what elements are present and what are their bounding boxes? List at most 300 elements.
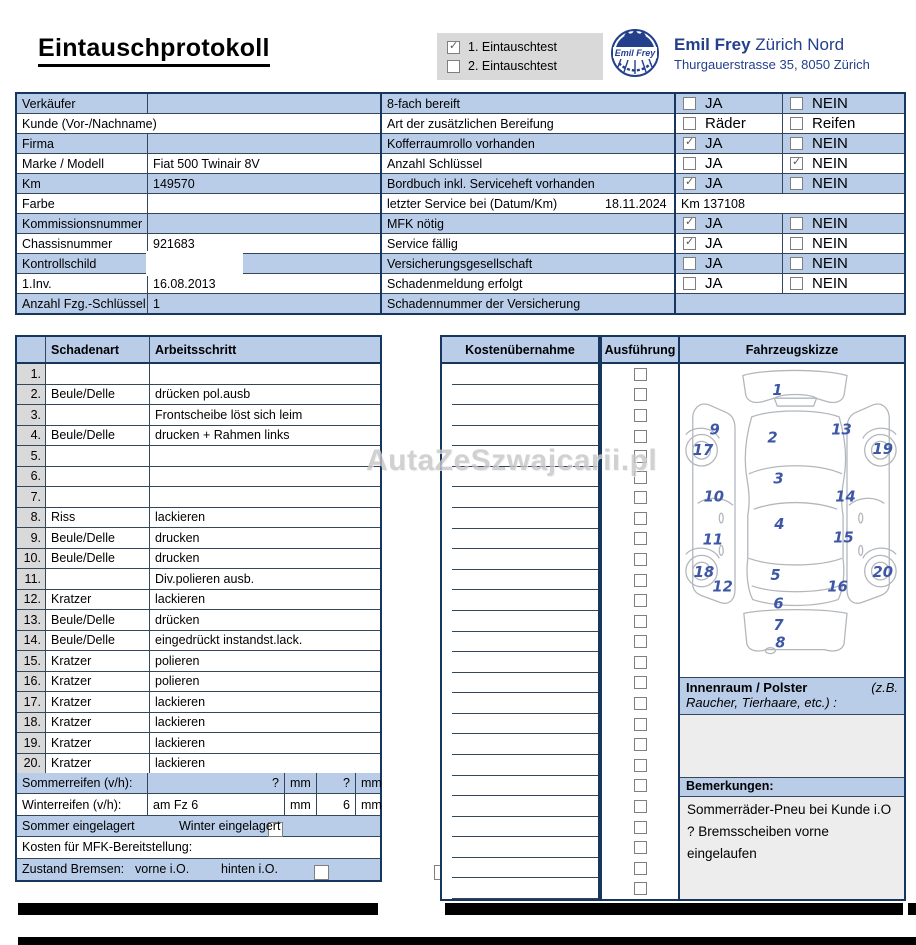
- ausfuehrung-row: [602, 364, 678, 385]
- no-option-cell: [783, 114, 904, 133]
- arbeitsschritt-header: Arbeitsschritt: [155, 342, 237, 357]
- schadenart-cell[interactable]: [46, 487, 150, 507]
- option-label: JA: [705, 255, 723, 272]
- nein-checkbox[interactable]: [790, 157, 803, 170]
- sommerreifen-rear-unit: mm: [361, 776, 382, 791]
- nein-checkbox[interactable]: [790, 237, 803, 250]
- arbeitsschritt-cell[interactable]: [150, 487, 380, 507]
- field-value[interactable]: [148, 194, 380, 213]
- arbeitsschritt-cell[interactable]: lackieren: [155, 756, 206, 771]
- ausfuehrung-checkbox[interactable]: [634, 635, 647, 648]
- equip-row: [382, 274, 674, 294]
- bremsen-row: [17, 859, 380, 880]
- kosten-row[interactable]: [442, 755, 598, 776]
- row-number: 6.: [17, 467, 46, 487]
- logo-text: [674, 28, 870, 72]
- damage-row: [17, 692, 380, 713]
- field-label: Kontrollschild: [17, 254, 148, 273]
- info-row: [17, 274, 380, 294]
- number-column-header: [17, 337, 46, 362]
- kosten-row[interactable]: [442, 652, 598, 673]
- ausfuehrung-row: [602, 837, 678, 858]
- sketch-number: 4: [774, 515, 785, 533]
- sommerreifen-label: Sommerreifen (v/h):: [17, 773, 148, 793]
- sketch-number: 15: [833, 529, 854, 547]
- kosten-row[interactable]: [442, 467, 598, 488]
- nein-checkbox[interactable]: [790, 137, 803, 150]
- kosten-row[interactable]: [442, 693, 598, 714]
- arbeitsschritt-cell[interactable]: Frontscheibe löst sich leim: [155, 407, 303, 422]
- field-value[interactable]: [148, 114, 380, 133]
- option-label: Räder: [705, 115, 746, 132]
- kosten-row[interactable]: [442, 611, 598, 632]
- ausfuehrung-checkbox[interactable]: [634, 574, 647, 587]
- ausfuehrung-checkbox[interactable]: [634, 471, 647, 484]
- kosten-row[interactable]: [442, 632, 598, 653]
- equip-row: [382, 134, 674, 154]
- field-label: Kunde (Vor-/Nachname): [22, 116, 157, 131]
- equip-label: Art der zusätzlichen Bereifung: [387, 116, 554, 131]
- ausfuehrung-checkbox[interactable]: [634, 738, 647, 751]
- row-number: 11.: [17, 569, 46, 589]
- sketch-number: 11: [702, 531, 724, 549]
- bremsen-label: Zustand Bremsen:: [22, 862, 125, 877]
- kosten-row[interactable]: [442, 549, 598, 570]
- sketch-number: 17: [692, 442, 714, 460]
- equip-row: [382, 214, 674, 234]
- sommer-eingelagert-label: Sommer eingelagert: [22, 819, 135, 834]
- kosten-row[interactable]: [442, 385, 598, 406]
- option-label: NEIN: [812, 255, 848, 272]
- mfk-kosten-row: [17, 837, 380, 858]
- option-label: JA: [705, 175, 723, 192]
- row-number: 3.: [17, 405, 46, 425]
- sketch-number: 6: [773, 595, 784, 613]
- no-option-cell: [783, 154, 904, 173]
- no-option-cell: [783, 214, 904, 233]
- equip-label: Anzahl Schlüssel: [387, 156, 483, 171]
- arbeitsschritt-cell[interactable]: [150, 467, 380, 487]
- ausfuehrung-row: [602, 632, 678, 653]
- mfk-kosten-label: Kosten für MFK-Bereitstellung:: [22, 840, 193, 855]
- row-number: 5.: [17, 446, 46, 466]
- row-number: 16.: [17, 672, 46, 692]
- damage-row: [17, 549, 380, 570]
- schadenart-cell[interactable]: Kratzer: [46, 672, 150, 692]
- field-label: Marke / Modell: [17, 154, 148, 173]
- arbeitsschritt-cell[interactable]: drucken + Rahmen links: [155, 428, 290, 443]
- schadenart-cell[interactable]: Kratzer: [46, 692, 150, 712]
- no-option-cell: [783, 274, 904, 293]
- no-option-cell: [783, 254, 904, 273]
- equip-row: [382, 114, 674, 134]
- option-label: JA: [705, 215, 723, 232]
- no-option-cell: [783, 174, 904, 193]
- field-label: Verkäufer: [17, 94, 148, 113]
- yes-option-cell: [676, 134, 783, 153]
- option-label: JA: [705, 275, 723, 292]
- schadenart-cell[interactable]: Riss: [46, 508, 150, 528]
- innenraum-header: [680, 678, 904, 715]
- ausfuehrung-checkbox[interactable]: [634, 512, 647, 525]
- yes-no-table: [676, 92, 906, 315]
- ausfuehrung-row: [602, 673, 678, 694]
- equipment-table: [382, 92, 676, 315]
- ausfuehrung-checkbox[interactable]: [634, 532, 647, 545]
- row-number: 7.: [17, 487, 46, 507]
- equip-label: letzter Service bei (Datum/Km): [387, 196, 558, 211]
- redaction-bar-left: [18, 903, 378, 915]
- damage-row: [17, 467, 380, 488]
- schadenart-cell[interactable]: Beule/Delle: [46, 549, 150, 569]
- schadenart-cell[interactable]: Kratzer: [46, 754, 150, 774]
- arbeitsschritt-cell[interactable]: [150, 446, 380, 466]
- raeder-checkbox[interactable]: [683, 117, 696, 130]
- arbeitsschritt-cell[interactable]: lackieren: [155, 735, 206, 750]
- ausfuehrung-checkbox[interactable]: [634, 553, 647, 566]
- fahrzeugskizze-header: Fahrzeugskizze: [680, 337, 904, 364]
- ja-checkbox[interactable]: [683, 137, 696, 150]
- test-2-row: [447, 59, 603, 73]
- schadenart-cell[interactable]: Beule/Delle: [46, 610, 150, 630]
- winterreifen-row: [17, 794, 380, 815]
- row-number: 13.: [17, 610, 46, 630]
- kosten-row[interactable]: [442, 590, 598, 611]
- innenraum-notes-area[interactable]: [680, 715, 904, 778]
- ausfuehrung-row: [602, 817, 678, 838]
- info-row: [17, 94, 380, 114]
- arbeitsschritt-cell[interactable]: polieren: [155, 674, 200, 689]
- bemerkungen-text[interactable]: Sommerräder-Pneu bei Kunde i.O ? Bremsscheiben vorne eingelaufen: [680, 797, 904, 899]
- option-label: NEIN: [812, 215, 848, 232]
- ausfuehrung-row: [602, 796, 678, 817]
- equip-row: [382, 154, 674, 174]
- damage-row: [17, 754, 380, 774]
- damage-row: [17, 528, 380, 549]
- field-label: 1.Inv.: [17, 274, 148, 293]
- sketch-number: 18: [693, 563, 715, 581]
- schadenart-cell[interactable]: Beule/Delle: [46, 631, 150, 651]
- arbeitsschritt-cell[interactable]: lackieren: [155, 510, 206, 525]
- ja-checkbox[interactable]: [683, 237, 696, 250]
- field-label: Km: [17, 174, 148, 193]
- yes-option-cell: [676, 154, 783, 173]
- test-1-checkbox[interactable]: [447, 41, 460, 54]
- nein-checkbox[interactable]: [790, 177, 803, 190]
- schadenart-cell[interactable]: [46, 446, 150, 466]
- info-row: [17, 214, 380, 234]
- sketch-number: 19: [872, 441, 894, 459]
- winterreifen-note[interactable]: am Fz 6: [148, 794, 285, 814]
- ausfuehrung-row: [602, 446, 678, 467]
- yesno-row: [676, 154, 904, 174]
- ausfuehrung-row: [602, 487, 678, 508]
- empty-cell: [676, 294, 904, 313]
- schadenart-cell[interactable]: Kratzer: [46, 590, 150, 610]
- storage-cell: [17, 816, 380, 836]
- schadenart-cell[interactable]: Kratzer: [46, 713, 150, 733]
- option-label: Reifen: [812, 115, 856, 132]
- arbeitsschritt-cell[interactable]: lackieren: [155, 694, 206, 709]
- service-date-value[interactable]: 18.11.2024: [605, 196, 667, 211]
- brand-region: Zürich Nord: [755, 35, 845, 54]
- schadenart-cell[interactable]: Kratzer: [46, 651, 150, 671]
- winter-eingelagert-label: Winter eingelagert: [179, 819, 281, 834]
- ausfuehrung-checkbox[interactable]: [634, 430, 647, 443]
- sketch-number: 10: [703, 488, 725, 506]
- ausfuehrung-checkbox[interactable]: [634, 594, 647, 607]
- reifen-checkbox[interactable]: [790, 117, 803, 130]
- row-number: 18.: [17, 713, 46, 733]
- info-row: [17, 154, 380, 174]
- kosten-row[interactable]: [442, 570, 598, 591]
- schadenart-cell[interactable]: Beule/Delle: [46, 528, 150, 548]
- option-label: NEIN: [812, 275, 848, 292]
- sketch-number: 9: [709, 421, 720, 439]
- schadenart-header: Schadenart: [46, 337, 150, 362]
- field-value[interactable]: 1: [153, 296, 160, 311]
- kosten-row[interactable]: [442, 405, 598, 426]
- sommerreifen-rear-value[interactable]: ?: [317, 773, 356, 793]
- option-label: JA: [705, 135, 723, 152]
- kosten-row[interactable]: [442, 878, 598, 899]
- damage-row: [17, 426, 380, 447]
- storage-row: [17, 816, 380, 837]
- damage-row: [17, 569, 380, 590]
- equip-label: Versicherungsgesellschaft: [387, 256, 533, 271]
- yesno-row: [676, 134, 904, 154]
- ausfuehrung-header: Ausführung: [602, 337, 678, 364]
- vehicle-info-table: [15, 92, 382, 315]
- test-2-checkbox[interactable]: [447, 60, 460, 73]
- emil-frey-emblem: [610, 28, 660, 78]
- test-1-label: 1. Eintauschtest: [468, 40, 557, 54]
- ausfuehrung-column: [600, 335, 680, 901]
- kosten-row[interactable]: [442, 734, 598, 755]
- kosten-row[interactable]: [442, 714, 598, 735]
- arbeitsschritt-cell[interactable]: lackieren: [155, 715, 206, 730]
- field-value[interactable]: [148, 134, 380, 153]
- arbeitsschritt-cell[interactable]: eingedrückt instandst.lack.: [155, 633, 303, 648]
- ausfuehrung-row: [602, 570, 678, 591]
- innenraum-hint-2: Raucher, Tierhaare, etc.) :: [686, 695, 837, 710]
- row-number: 1.: [17, 364, 46, 384]
- schadenart-cell[interactable]: Beule/Delle: [46, 426, 150, 446]
- kosten-row[interactable]: [442, 796, 598, 817]
- ja-checkbox[interactable]: [683, 157, 696, 170]
- ausfuehrung-row: [602, 776, 678, 797]
- bremsen-hinten-label: hinten i.O.: [221, 862, 278, 877]
- damage-row: [17, 651, 380, 672]
- nein-checkbox[interactable]: [790, 217, 803, 230]
- damage-row: [17, 508, 380, 529]
- ausfuehrung-checkbox[interactable]: [634, 615, 647, 628]
- schadenart-cell[interactable]: Beule/Delle: [46, 385, 150, 405]
- damage-row: [17, 385, 380, 406]
- nein-checkbox[interactable]: [790, 97, 803, 110]
- winterreifen-rear-value[interactable]: 6: [317, 794, 356, 814]
- equip-label: Bordbuch inkl. Serviceheft vorhanden: [387, 176, 595, 191]
- ausfuehrung-row: [602, 652, 678, 673]
- ausfuehrung-row: [602, 426, 678, 447]
- kosten-row[interactable]: [442, 529, 598, 550]
- ja-checkbox[interactable]: [683, 177, 696, 190]
- kosten-row[interactable]: [442, 837, 598, 858]
- page-title: Eintauschprotokoll: [38, 34, 270, 67]
- ausfuehrung-checkbox[interactable]: [634, 821, 647, 834]
- ausfuehrung-row: [602, 590, 678, 611]
- kosten-row[interactable]: [442, 673, 598, 694]
- field-value[interactable]: Fiat 500 Twinair 8V: [153, 156, 260, 171]
- row-number: 10.: [17, 549, 46, 569]
- field-value[interactable]: [148, 214, 380, 233]
- equip-label: Service fällig: [387, 236, 458, 251]
- ausfuehrung-checkbox[interactable]: [634, 409, 647, 422]
- damage-row: [17, 610, 380, 631]
- yesno-row: [676, 174, 904, 194]
- damage-table: [15, 335, 382, 882]
- yesno-row: [676, 194, 904, 214]
- kosten-row[interactable]: [442, 817, 598, 838]
- row-number: 8.: [17, 508, 46, 528]
- damage-row: [17, 405, 380, 426]
- test-selector: [437, 33, 603, 80]
- arbeitsschritt-cell[interactable]: drucken: [155, 551, 200, 566]
- row-number: 2.: [17, 385, 46, 405]
- arbeitsschritt-cell[interactable]: drucken: [155, 530, 200, 545]
- test-1-row: [447, 40, 603, 54]
- ausfuehrung-checkbox[interactable]: [634, 841, 647, 854]
- damage-row: [17, 590, 380, 611]
- nein-checkbox[interactable]: [790, 277, 803, 290]
- sketch-number: 13: [831, 421, 852, 439]
- ja-checkbox[interactable]: [683, 97, 696, 110]
- yes-option-cell: [676, 274, 783, 293]
- kosten-row[interactable]: [442, 487, 598, 508]
- option-label: NEIN: [812, 135, 848, 152]
- info-row: [17, 134, 380, 154]
- kosten-row[interactable]: [442, 776, 598, 797]
- ja-checkbox[interactable]: [683, 217, 696, 230]
- arbeitsschritt-cell[interactable]: polieren: [155, 653, 200, 668]
- ausfuehrung-row: [602, 611, 678, 632]
- ausfuehrung-row: [602, 385, 678, 406]
- equip-row: [382, 254, 674, 274]
- sommerreifen-front-unit: mm: [285, 773, 317, 793]
- test-2-label: 2. Eintauschtest: [468, 59, 557, 73]
- yes-option-cell: [676, 234, 783, 253]
- damage-table-header: [17, 337, 380, 364]
- ausfuehrung-checkbox[interactable]: [634, 676, 647, 689]
- innenraum-hint-1: (z.B.: [871, 680, 898, 695]
- vehicle-sketch: [680, 364, 904, 678]
- yesno-row: [676, 94, 904, 114]
- kostenuebernahme-column: [440, 335, 600, 901]
- km-note: Km 137108: [681, 196, 745, 211]
- yes-option-cell: [676, 94, 783, 113]
- ausfuehrung-checkbox[interactable]: [634, 388, 647, 401]
- damage-row: [17, 446, 380, 467]
- redaction-bar-bottom: [18, 937, 916, 945]
- sketch-number: 16: [827, 578, 848, 596]
- row-number: 4.: [17, 426, 46, 446]
- ausfuehrung-checkbox[interactable]: [634, 862, 647, 875]
- info-row: [17, 194, 380, 214]
- bremsen-vorne-checkbox[interactable]: [314, 865, 329, 880]
- damage-row: [17, 364, 380, 385]
- arbeitsschritt-cell[interactable]: Div.polieren ausb.: [155, 571, 255, 586]
- no-option-cell: [783, 94, 904, 113]
- ausfuehrung-row: [602, 549, 678, 570]
- ausfuehrung-row: [602, 405, 678, 426]
- arbeitsschritt-cell[interactable]: [150, 364, 380, 384]
- arbeitsschritt-cell[interactable]: lackieren: [155, 592, 206, 607]
- yes-option-cell: [676, 114, 783, 133]
- option-label: JA: [705, 155, 723, 172]
- kosten-row[interactable]: [442, 446, 598, 467]
- kosten-row[interactable]: [442, 426, 598, 447]
- arbeitsschritt-cell[interactable]: drücken: [155, 612, 200, 627]
- option-label: NEIN: [812, 235, 848, 252]
- nein-checkbox[interactable]: [790, 257, 803, 270]
- damage-row: [17, 733, 380, 754]
- kosten-row[interactable]: [442, 364, 598, 385]
- yesno-row: [676, 294, 904, 313]
- no-option-cell: [783, 234, 904, 253]
- option-label: JA: [705, 235, 723, 252]
- no-option-cell: [783, 134, 904, 153]
- sommerreifen-front-value[interactable]: ?: [148, 773, 285, 793]
- schadenart-cell[interactable]: [46, 569, 150, 589]
- schadenart-cell[interactable]: [46, 364, 150, 384]
- kosten-row[interactable]: [442, 858, 598, 879]
- ausfuehrung-checkbox[interactable]: [634, 656, 647, 669]
- row-number: 15.: [17, 651, 46, 671]
- sketch-number: 1: [772, 382, 783, 400]
- ausfuehrung-checkbox[interactable]: [634, 800, 647, 813]
- field-value[interactable]: 921683: [153, 236, 195, 251]
- row-number: 12.: [17, 590, 46, 610]
- row-number: 19.: [17, 733, 46, 753]
- equip-label: MFK nötig: [387, 216, 444, 231]
- schadenart-cell[interactable]: [46, 405, 150, 425]
- ausfuehrung-checkbox[interactable]: [634, 718, 647, 731]
- equip-row: [382, 294, 674, 313]
- field-value[interactable]: 149570: [153, 176, 195, 191]
- ausfuehrung-checkbox[interactable]: [634, 759, 647, 772]
- arbeitsschritt-cell[interactable]: drücken pol.ausb: [155, 387, 251, 402]
- ausfuehrung-checkbox[interactable]: [634, 779, 647, 792]
- ausfuehrung-checkbox[interactable]: [634, 450, 647, 463]
- ausfuehrung-checkbox[interactable]: [634, 368, 647, 381]
- winterreifen-label: Winterreifen (v/h):: [17, 794, 148, 814]
- damage-row: [17, 631, 380, 652]
- ausfuehrung-row: [602, 858, 678, 879]
- schadenart-cell[interactable]: [46, 467, 150, 487]
- ausfuehrung-checkbox[interactable]: [634, 491, 647, 504]
- innenraum-title: Innenraum / Polster: [686, 680, 808, 695]
- schadenart-cell[interactable]: Kratzer: [46, 733, 150, 753]
- kosten-row[interactable]: [442, 508, 598, 529]
- field-value[interactable]: [148, 94, 380, 113]
- svg-text:Emil Frey: Emil Frey: [614, 48, 656, 58]
- ausfuehrung-checkbox[interactable]: [634, 697, 647, 710]
- ausfuehrung-checkbox[interactable]: [634, 882, 647, 895]
- field-value[interactable]: 16.08.2013: [153, 276, 216, 291]
- ja-checkbox[interactable]: [683, 277, 696, 290]
- ja-checkbox[interactable]: [683, 257, 696, 270]
- info-row: [17, 114, 380, 134]
